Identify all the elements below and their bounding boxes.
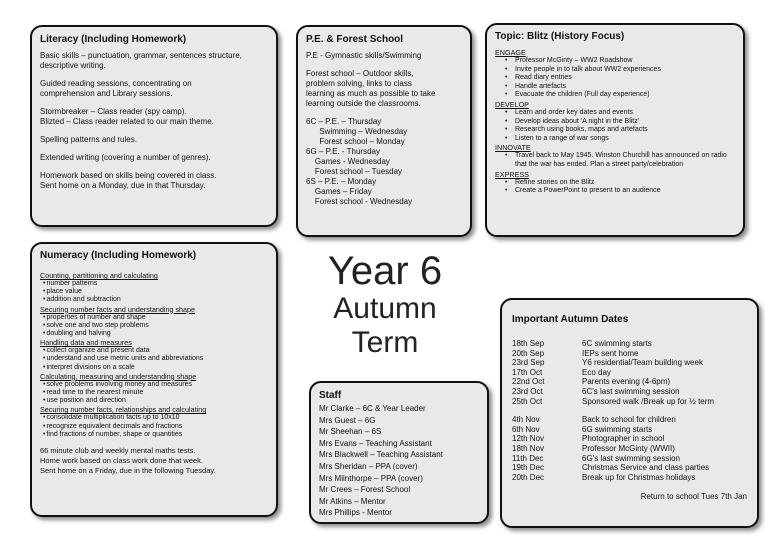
numeracy-list-item: • place value <box>40 288 268 296</box>
topic-section-heading: INNOVATE <box>495 143 531 153</box>
topic-list-item: • Learn and order key dates and events <box>505 109 735 118</box>
numeracy-list-item: • use position and direction <box>40 397 268 405</box>
topic-section-list <box>495 109 735 143</box>
date-label: 20th Dec <box>512 472 545 482</box>
date-row <box>512 339 747 349</box>
date-event: Back to school for children <box>582 415 676 425</box>
numeracy-list-item: • number patterns <box>40 280 268 288</box>
literacy-title: Literacy (Including Homework) <box>40 34 187 45</box>
date-event: Parents evening (4-6pm) <box>582 377 671 387</box>
date-label: 4th Nov <box>512 415 540 425</box>
date-label: 11th Dec <box>512 453 544 463</box>
numeracy-list-item: • find fractions of number, shape or quantities <box>40 431 268 439</box>
date-event: 6C's last swimming session <box>582 386 680 396</box>
staff-member: Mr Crees – Forest School <box>319 485 411 495</box>
staff-title: Staff <box>319 390 342 401</box>
date-row <box>512 387 747 397</box>
staff-member: Mr Atkins – Mentor <box>319 496 386 506</box>
date-label: 23rd Sep <box>512 358 545 368</box>
topic-list-item: • Refine stories on the Blitz <box>505 179 735 188</box>
date-event: Break up for Christmas holidays <box>582 472 696 482</box>
numeracy-list-item: • properties of number and shape <box>40 314 268 322</box>
date-row <box>512 377 747 387</box>
dates-group-nov-dec <box>512 415 747 482</box>
numeracy-section-heading: Handling data and measures <box>40 338 132 348</box>
numeracy-section-heading: Securing number facts and understanding shape <box>40 304 196 314</box>
literacy-para: Extended writing (covering a number of genres). <box>40 153 211 162</box>
staff-box <box>309 381 489 524</box>
term-heading <box>300 250 470 360</box>
date-event: IEPs sent home <box>582 348 639 358</box>
date-label: 22nd Oct <box>512 377 545 387</box>
date-row <box>512 473 747 483</box>
topic-list-item: • Evacuate the children (Full day experience) <box>505 91 735 100</box>
numeracy-sections <box>40 271 268 439</box>
staff-member: Mrs Guest – 6G <box>319 415 376 425</box>
topic-list-item: • Travel back to May 1945. Winston Churchill has announced on radio that the war has ended. Plan a street party/celebration <box>505 152 735 169</box>
pe-schedule-line: 6S – P.E. – Monday <box>306 177 377 186</box>
staff-member: Mrs Evans – Teaching Assistant <box>319 438 432 448</box>
staff-member: Mr Sheehan – 6S <box>319 427 382 437</box>
date-label: 19th Dec <box>512 463 545 473</box>
numeracy-list-item: • recognize equivalent decimals and fractions <box>40 423 268 431</box>
date-row <box>512 349 747 359</box>
topic-list-item: • Handle artefacts <box>505 83 735 92</box>
numeracy-list-item: • read time to the nearest minute <box>40 389 268 397</box>
dates-title: Important Autumn Dates <box>512 314 629 325</box>
numeracy-list-item: • collect organize and present data <box>40 347 268 355</box>
numeracy-list-item: • addition and subtraction <box>40 296 268 304</box>
staff-member: Mrs Phillips - Mentor <box>319 508 392 518</box>
date-event: 6G swimming starts <box>582 424 653 434</box>
date-label: 6th Nov <box>512 424 540 434</box>
date-row <box>512 415 747 425</box>
topic-title: Topic: Blitz (History Focus) <box>495 31 625 42</box>
date-event: Y6 residential/Team building week <box>582 358 703 368</box>
date-row <box>512 368 747 378</box>
numeracy-list-item: • doubling and halving <box>40 330 268 338</box>
pe-schedule-line: Games - Wednesday <box>306 157 390 166</box>
dates-box <box>500 298 759 528</box>
pe-schedule-line: Swimming – Wednesday <box>306 127 408 136</box>
heading-year: Year 6 <box>327 249 443 293</box>
literacy-box <box>30 25 278 227</box>
date-label: 12th Nov <box>512 434 545 444</box>
date-label: 20th Sep <box>512 348 545 358</box>
literacy-para: Homework based on skills being covered in class. Sent home on a Monday, due in that Thursday. <box>40 171 217 190</box>
date-row <box>512 358 747 368</box>
topic-list-item: • Professor McGinty – WW2 Roadshow <box>505 57 735 66</box>
numeracy-list-item: • solve problems involving money and measures <box>40 381 268 389</box>
dates-group-sep-oct <box>512 339 747 406</box>
numeracy-list-item: • understand and use metric units and abbreviations <box>40 355 268 363</box>
numeracy-section-heading: Counting, partitioning and calculating <box>40 271 158 280</box>
pe-schedule-line: Forest school – Monday <box>306 137 405 146</box>
heading-term: Term <box>351 326 419 359</box>
date-event: 6C swimming starts <box>582 339 652 348</box>
numeracy-title: Numeracy (Including Homework) <box>40 250 197 261</box>
staff-member: Mrs Sheridan – PPA (cover) <box>319 461 418 471</box>
date-event: 6G's last swimming session <box>582 453 680 463</box>
topic-list-item: • Create a PowerPoint to present to an audience <box>505 187 735 196</box>
date-label: 23rd Oct <box>512 386 543 396</box>
pe-intro: P.E - Gymnastic skills/Swimming <box>306 51 422 60</box>
date-event: Christmas Service and class parties <box>582 463 710 473</box>
literacy-para: Guided reading sessions, concentrating on comprehension and Library sessions. <box>40 79 192 98</box>
literacy-para: Stormbreaker – Class reader (spy camp). Blizted – Class reader related to our main theme. <box>40 107 214 126</box>
pe-schedule-line: Games – Friday <box>306 187 372 196</box>
date-label: 17th Oct <box>512 367 543 377</box>
date-label: 25th Oct <box>512 396 543 406</box>
date-label: 18th Sep <box>512 339 545 348</box>
topic-section-list <box>495 57 735 100</box>
date-row <box>512 434 747 444</box>
topic-section-heading: DEVELOP <box>495 99 529 109</box>
pe-schedule <box>306 117 462 207</box>
staff-list <box>319 403 479 519</box>
date-row <box>512 397 747 407</box>
date-event: Eco day <box>582 367 611 377</box>
topic-list-item: • Invite people in to talk about WW2 experiences <box>505 66 735 75</box>
numeracy-section-heading: Securing number facts, relationships and calculating <box>40 405 207 415</box>
topic-list-item: • Research using books, maps and artefacts <box>505 126 735 135</box>
date-row <box>512 444 747 454</box>
staff-member: Mr Clarke – 6C & Year Leader <box>319 404 426 413</box>
pe-schedule-line: Forest school - Wednesday <box>306 197 413 206</box>
staff-member: Mrs Blackwell – Teaching Assistant <box>319 450 443 460</box>
heading-autumn: Autumn <box>333 292 437 325</box>
literacy-para: Basic skills – punctuation, grammar, sentences structure, descriptive writing. <box>40 51 242 70</box>
pe-schedule-line: Forest school – Tuesday <box>306 167 403 176</box>
pe-schedule-line: 6C – P.E. – Thursday <box>306 117 382 126</box>
topic-section-list <box>495 152 735 169</box>
numeracy-list-item: • solve one and two step problems <box>40 322 268 330</box>
pe-title: P.E. & Forest School <box>306 34 404 45</box>
topic-list-item: • Read diary entries <box>505 74 735 83</box>
literacy-para: Spelling patterns and rules. <box>40 135 137 144</box>
date-event: Professor McGinty (WWII) <box>582 443 675 453</box>
date-row <box>512 454 747 464</box>
date-label: 18th Nov <box>512 443 545 453</box>
topic-sections <box>495 48 735 196</box>
date-row <box>512 425 747 435</box>
pe-forest-text: Forest school – Outdoor skills, problem solving, links to class learning as much as possible to take learning outside the classrooms. <box>306 69 436 108</box>
pe-schedule-line: 6G – P.E. - Thursday <box>306 147 380 156</box>
topic-section-list <box>495 179 735 196</box>
topic-list-item: • Listen to a range of war songs <box>505 135 735 144</box>
date-event: Photographer in school <box>582 434 665 444</box>
pe-forest-box <box>296 25 472 237</box>
numeracy-section-heading: Calculating, measuring and understanding shape <box>40 371 197 381</box>
topic-section-heading: ENGAGE <box>495 48 526 57</box>
return-to-school: Return to school Tues 7th Jan <box>640 492 747 502</box>
numeracy-footer: 66 minute club and weekly mental maths tests. Home work based on class work done that week. Sent home on a Friday, due in the following Tuesday. <box>40 446 216 476</box>
numeracy-list-item: • interpret divisions on a scale <box>40 364 268 372</box>
date-row <box>512 463 747 473</box>
staff-member: Mrs Milnthorpe – PPA (cover) <box>319 473 423 483</box>
topic-section-heading: EXPRESS <box>495 169 529 179</box>
numeracy-list-item: • consolidate multiplication facts up to 10x10 <box>40 414 268 422</box>
topic-box <box>485 23 745 237</box>
topic-list-item: • Develop ideas about 'A night in the Blitz' <box>505 118 735 127</box>
numeracy-box <box>30 242 278 517</box>
date-event: Sponsored walk /Break up for ½ term <box>582 396 715 406</box>
